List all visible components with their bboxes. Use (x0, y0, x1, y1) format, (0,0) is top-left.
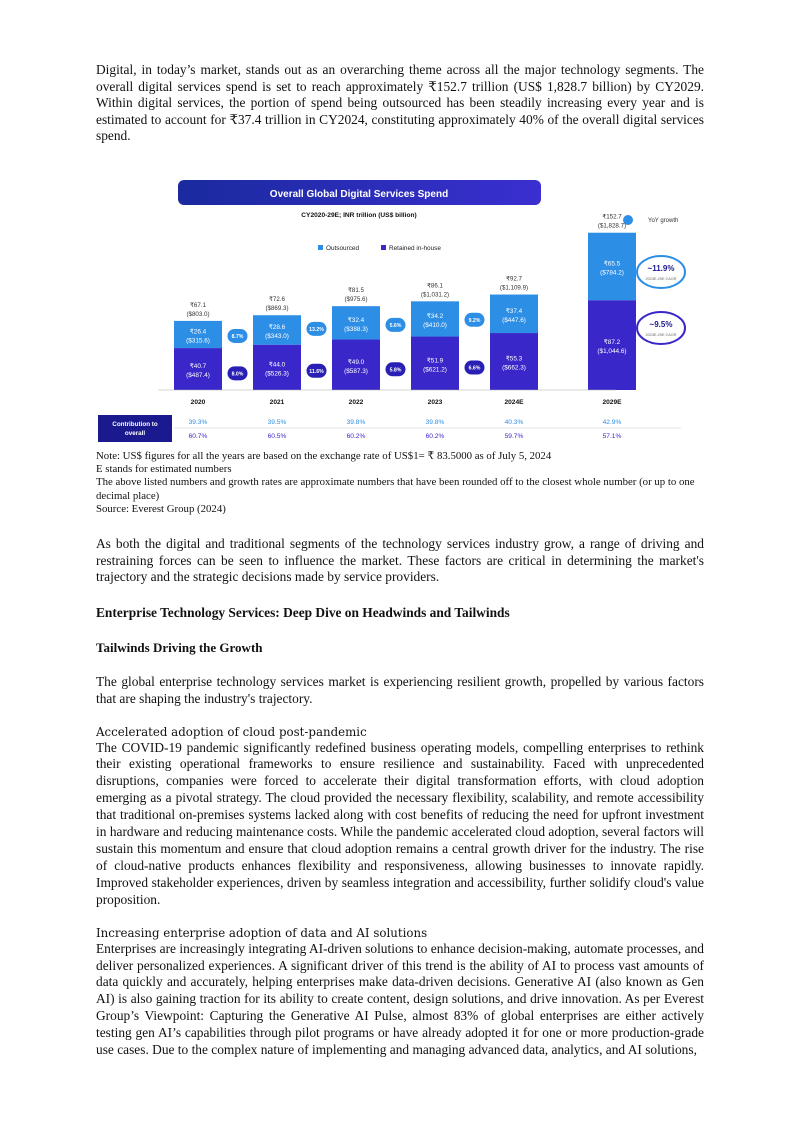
topic-cloud (96, 724, 704, 909)
yoy-inhouse: 11.6% (309, 368, 324, 375)
x-tick-label: 2029E (602, 399, 622, 406)
cagr-value: ~9.5% (649, 320, 673, 329)
share-outsourced: 39.8% (425, 419, 445, 426)
note-exchange-rate: Note: US$ figures for all the years are based on the exchange rate of US$1= ₹ 83.5000 as of July 5, 2024 (96, 450, 552, 462)
share-outsourced: 40.3% (504, 419, 524, 426)
share-inhouse: 59.7% (504, 433, 524, 440)
total-usd-label: ($1,109.9) (499, 284, 529, 292)
x-tick-label: 2021 (269, 399, 285, 406)
label-outsourced: ₹65.5 (603, 260, 621, 268)
label-outsourced: ₹26.4 (189, 328, 207, 336)
total-label: ₹92.7 (506, 275, 522, 283)
label-outsourced-usd: ($343.0) (265, 332, 289, 340)
label-inhouse-usd: ($587.3) (344, 367, 368, 375)
market-paragraph: The global enterprise technology services market is experiencing resilient growth, propelled by various factors that are shaping the industry's trajectory. (96, 674, 704, 706)
label-inhouse: ₹49.0 (347, 358, 365, 366)
contribution-label: Contribution to overall (112, 421, 158, 437)
topic-body: The COVID-19 pandemic significantly redefined business operating models, compelling enterprises to rethink their existing operational frameworks to ensure resilience and sustainability. Faced with unprecedented disruptions, companies were forced to accelerate their digital transformation efforts, with cloud adoption emerging as a pivotal strategy. The cloud provided the necessary flexibility, scalability, and remote accessibility that traditional on-premises systems lacked along with cost benefits of reducing the need for upfront investment in hardware and reducing maintenance costs. While the pandemic accelerated cloud adoption, several factors will sustain this momentum and ensure that cloud adoption remains a central growth driver for the industry. The rise of cloud-native products enhances flexibility and responsiveness, allowing businesses to innovate rapidly. Improved stakeholder experiences, driven by seamless integration and accessibility, further solidify cloud's value proposition. (96, 739, 704, 907)
yoy-legend-label: YoY growth (648, 218, 679, 224)
yoy-inhouse: 6.6% (468, 365, 481, 372)
label-inhouse: ₹40.7 (189, 363, 207, 371)
label-outsourced-usd: ($447.6) (502, 316, 526, 324)
chart-title: Overall Global Digital Services Spend (269, 189, 449, 200)
total-usd-label: ($803.0) (186, 310, 210, 318)
topic-ai (96, 925, 704, 1059)
share-outsourced: 39.5% (267, 419, 287, 426)
share-outsourced: 39.3% (188, 419, 208, 426)
section-heading: Enterprise Technology Services: Deep Dive on Headwinds and Tailwinds (96, 604, 510, 620)
total-usd-label: ($1,828.7) (597, 222, 627, 230)
total-label: ₹152.7 (602, 213, 622, 221)
yoy-outsourced: 13.2% (309, 326, 324, 333)
x-tick-label: 2024E (504, 399, 524, 406)
topic-title: Increasing enterprise adoption of data and AI solutions (96, 925, 428, 940)
x-tick-label: 2023 (427, 399, 443, 406)
share-outsourced: 42.9% (602, 419, 622, 426)
label-inhouse-usd: ($487.4) (186, 372, 210, 380)
contribution-shares (189, 419, 622, 440)
share-inhouse: 60.7% (188, 433, 208, 440)
label-inhouse: ₹55.3 (505, 355, 523, 363)
label-outsourced: ₹34.2 (426, 312, 444, 320)
label-inhouse: ₹87.2 (603, 339, 621, 347)
total-usd-label: ($869.3) (265, 305, 289, 313)
note-estimate: E stands for estimated numbers (96, 463, 232, 476)
chart-notes (96, 450, 704, 516)
intro-paragraph: Digital, in today’s market, stands out as an overarching theme across all the major technology segments. The overall digital services spend is set to reach approximately ₹152.7 trillion (US$ 1,828.7 billion) by CY2029. Within digital services, the portion of spend being outsourced has been steadily increasing every year and is estimated to account for ₹37.4 trillion in CY2024, constituting approximately 40% of the overall digital services spend. (96, 62, 704, 144)
yoy-outsourced: 9.2% (468, 317, 481, 324)
chart-svg (96, 180, 704, 442)
topic-title: Accelerated adoption of cloud post-pandemic (96, 724, 367, 739)
yoy-outsourced: 5.6% (389, 322, 402, 329)
contribution-label-box (98, 415, 172, 442)
share-inhouse: 60.5% (267, 433, 287, 440)
yoy-inhouse: 5.8% (389, 367, 402, 374)
total-label: ₹81.5 (348, 287, 364, 295)
digital-spend-chart (96, 180, 704, 442)
topic-body: Enterprises are increasingly integrating AI-driven solutions to enhance decision-making, automate processes, and deliver personalized experiences. A significant driver of this trend is the ability of AI to process vast amounts of data quickly and accurately, helping enterprises make data-driven decisions. Generative AI (also known as Gen AI) is also gaining traction for its ability to create content, design solutions, and drive innovation. As per Everest Group’s Viewpoint: Capturing the Generative AI Pulse, almost 83% of global enterprises are either actively testing gen AI’s capabilities through pilot programs or have already adopted it for one or more production-grade use cases. Due to the complex nature of implementing and managing advanced data, analytics, and AI solutions, (96, 940, 704, 1058)
total-label: ₹67.1 (190, 301, 206, 309)
label-inhouse-usd: ($526.3) (265, 370, 289, 378)
forces-paragraph: As both the digital and traditional segments of the technology services industry grow, a range of driving and restraining forces can be seen to influence the market. These factors are critical in determining the market's trajectory and the strategic decisions made by service providers. (96, 536, 704, 585)
total-label: ₹72.6 (269, 296, 285, 304)
yoy-inhouse: 8.0% (231, 371, 244, 378)
bars-group (174, 214, 685, 406)
share-inhouse: 57.1% (602, 433, 622, 440)
total-usd-label: ($975.6) (344, 296, 368, 304)
legend-swatch-inhouse (381, 245, 386, 250)
share-inhouse: 60.2% (425, 433, 445, 440)
cagr-label: 2024E-29E CAGR (645, 277, 677, 281)
yoy-outsourced: 8.7% (231, 333, 244, 340)
label-outsourced-usd: ($410.0) (423, 321, 447, 329)
label-outsourced: ₹32.4 (347, 316, 365, 324)
total-usd-label: ($1,031.2) (420, 291, 450, 299)
share-inhouse: 60.2% (346, 433, 366, 440)
legend-inhouse: Retained in-house (389, 245, 441, 252)
legend-outsourced: Outsourced (326, 245, 360, 252)
chart-subtitle: CY2020-29E; INR trillion (US$ billion) (301, 212, 417, 219)
share-outsourced: 39.8% (346, 419, 366, 426)
cagr-label: 2024E-29E CAGR (645, 333, 677, 337)
cagr-value: ~11.9% (647, 264, 675, 273)
document-page (96, 62, 704, 1059)
label-inhouse-usd: ($1,044.6) (597, 348, 627, 356)
note-source: Source: Everest Group (2024) (96, 502, 226, 515)
x-tick-label: 2022 (348, 399, 364, 406)
total-label: ₹86.1 (427, 282, 443, 290)
label-outsourced-usd: ($388.3) (344, 325, 368, 333)
subsection-heading: Tailwinds Driving the Growth (96, 640, 263, 656)
label-inhouse-usd: ($621.2) (423, 366, 447, 374)
legend-swatch-outsourced (318, 245, 323, 250)
label-outsourced: ₹28.6 (268, 323, 286, 331)
label-inhouse: ₹51.9 (426, 357, 444, 365)
label-outsourced: ₹37.4 (505, 307, 523, 315)
note-rounding: The above listed numbers and growth rates are approximate numbers that have been rounded off to the closest whole number (or up to one decimal place) (96, 476, 695, 502)
label-outsourced-usd: ($784.2) (600, 269, 624, 277)
label-outsourced-usd: ($315.6) (186, 337, 210, 345)
label-inhouse-usd: ($662.3) (502, 364, 526, 372)
label-inhouse: ₹44.0 (268, 361, 286, 369)
x-tick-label: 2020 (190, 399, 206, 406)
